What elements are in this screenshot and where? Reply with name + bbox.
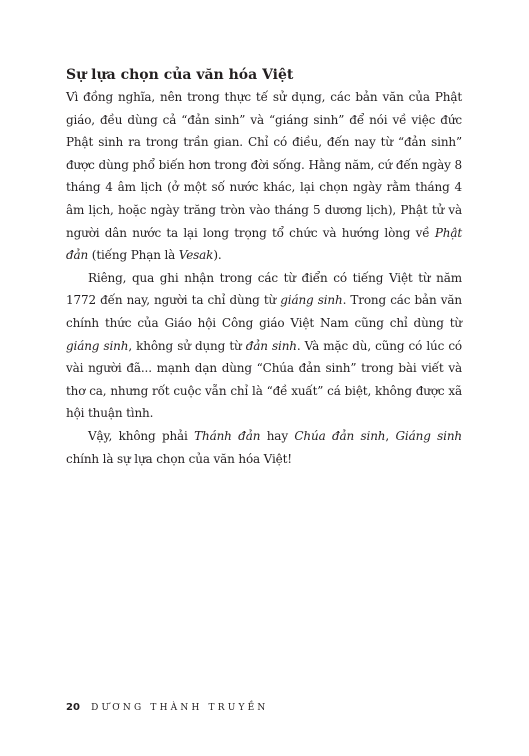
italic-term: Vesak: [178, 248, 214, 263]
italic-term: Phật đản: [66, 225, 462, 263]
italic-term: Chúa đản sinh: [294, 428, 386, 443]
text-run: chính là sự lựa chọn của văn hóa Việt!: [66, 451, 292, 466]
italic-term: đản sinh: [245, 338, 297, 353]
text-run: Vậy, không phải: [88, 428, 195, 443]
text-run: ).: [213, 248, 222, 263]
italic-term: Giáng sinh: [395, 428, 462, 443]
italic-term: Thánh đản: [194, 428, 261, 443]
text-run: . Trong các bản văn chính thức của Giáo hội Công giáo Việt Nam cũng chỉ dùng từ: [66, 293, 462, 330]
page-number: 20: [66, 702, 80, 713]
text-run: (tiếng Phạn là: [88, 248, 179, 263]
text-run: hay: [260, 428, 295, 443]
text-run: . Và mặc dù, cũng có lúc có vài người đã... mạnh dạn dùng “Chúa đản sinh” trong bài viết và thơ ca, nhưng rốt cuộc vẫn chỉ là “đề xuất” cá biệt, không được xã hội thuận tình.: [66, 338, 462, 421]
text-run: Vì đồng nghĩa, nên trong thực tế sử dụng, các bản văn của Phật giáo, đều dùng cả “đản sinh” và “giáng sinh” để nói về việc đức Phật sinh ra trong trần gian. Chỉ có điều, đến nay từ “đản sinh” được dùng phổ biến hơn trong đời sống. Hằng năm, cứ đến ngày 8 tháng 4 âm lịch (ở một số nước khác, lại chọn ngày rằm tháng 4 âm lịch, hoặc ngày trăng tròn vào tháng 5 dương lịch), Phật tử và người dân nước ta lại long trọng tổ chức và hướng lòng về: [66, 90, 462, 240]
italic-term: giáng sinh: [280, 293, 343, 308]
body-text: [66, 86, 462, 470]
italic-term: giáng sinh: [66, 338, 129, 353]
paragraph-3: [66, 425, 462, 470]
section-heading: Sự lựa chọn của văn hóa Việt: [66, 67, 294, 83]
text-run: ,: [385, 428, 396, 443]
text-run: , không sử dụng từ: [128, 338, 246, 353]
paragraph-1: [66, 86, 462, 267]
author-name: DƯƠNG THÀNH TRUYỀN: [91, 703, 269, 713]
text-run: Riêng, qua ghi nhận trong các từ điển có tiếng Việt từ năm 1772 đến nay, người ta chỉ dùng từ: [66, 270, 462, 308]
paragraph-2: [66, 267, 462, 425]
page-footer: [66, 701, 269, 715]
